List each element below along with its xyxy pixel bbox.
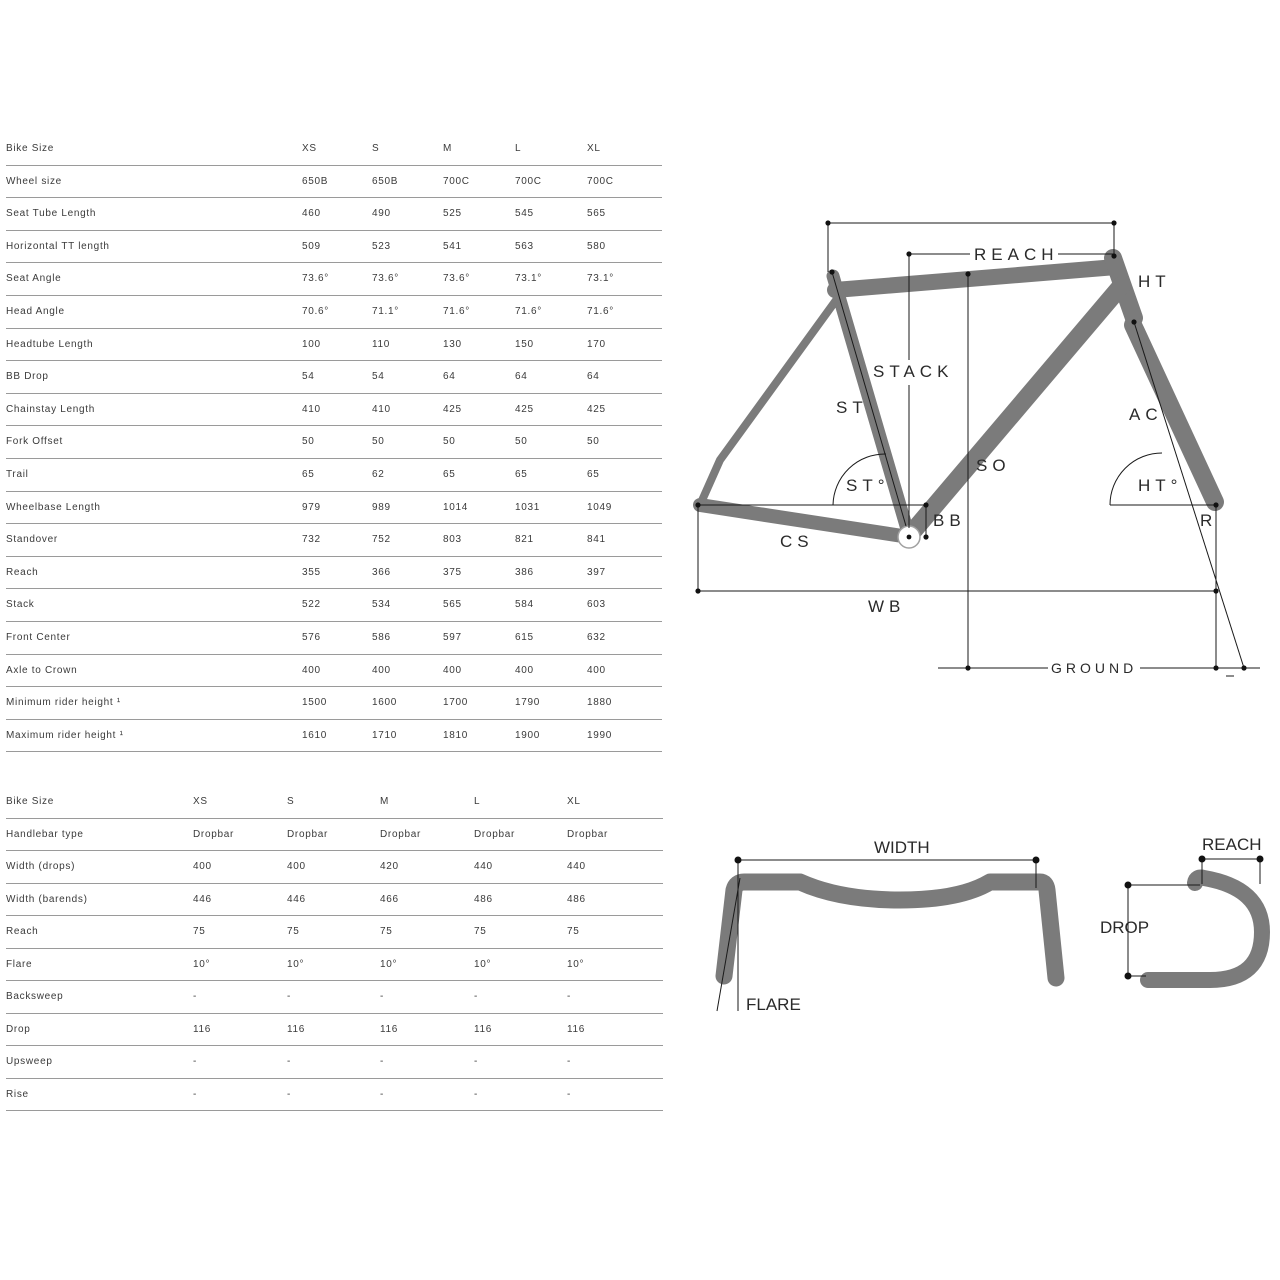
value-cell: 565 — [443, 599, 462, 611]
value-cell: 509 — [302, 240, 321, 252]
value-cell: 75 — [474, 926, 487, 937]
value-cell: 700C — [443, 175, 470, 187]
value-cell: 486 — [567, 893, 586, 905]
value-cell: - — [380, 1088, 385, 1100]
value-cell: 650B — [372, 175, 399, 187]
value-cell: 10° — [474, 958, 492, 970]
row-label: Front Center — [6, 631, 71, 643]
value-cell: 65 — [587, 468, 600, 480]
row-label: Upsweep — [6, 1056, 53, 1067]
value-cell: 400 — [515, 664, 534, 676]
size-header-cell: L — [515, 143, 522, 154]
size-header-cell: XS — [193, 796, 208, 807]
value-cell: 1700 — [443, 697, 469, 709]
row-label: Minimum rider height ¹ — [6, 697, 121, 709]
value-cell: 75 — [380, 926, 393, 937]
value-cell: 100 — [302, 338, 321, 350]
value-cell: 1710 — [372, 729, 398, 741]
value-cell: 440 — [474, 861, 493, 872]
value-cell: 586 — [372, 631, 391, 643]
value-cell: 597 — [443, 631, 462, 643]
bar-reach-label: REACH — [1202, 835, 1262, 854]
value-cell: 650B — [302, 175, 329, 187]
value-cell: - — [567, 1056, 572, 1067]
value-cell: 54 — [302, 371, 315, 383]
value-cell: 1990 — [587, 729, 613, 741]
value-cell: - — [474, 991, 479, 1002]
value-cell: 1500 — [302, 697, 328, 709]
value-cell: 64 — [587, 371, 600, 383]
row-label: Fork Offset — [6, 436, 63, 448]
row-label: Backsweep — [6, 991, 64, 1002]
value-cell: 110 — [372, 338, 391, 350]
value-cell: 523 — [372, 240, 391, 252]
value-cell: 400 — [372, 664, 391, 676]
value-cell: 580 — [587, 240, 606, 252]
row-label: Handlebar type — [6, 828, 84, 840]
down-tube — [909, 285, 1122, 536]
row-label: Drop — [6, 1023, 31, 1035]
ht-label: HT — [1138, 272, 1171, 291]
value-cell: 50 — [587, 436, 600, 448]
value-cell: 50 — [443, 436, 456, 448]
value-cell: 386 — [515, 566, 534, 578]
row-label: Head Angle — [6, 305, 65, 317]
value-cell: 440 — [567, 861, 586, 872]
value-cell: 75 — [287, 926, 300, 937]
wb-label: WB — [868, 597, 906, 616]
value-cell: 10° — [567, 958, 585, 970]
value-cell: 116 — [474, 1023, 493, 1035]
value-cell: 64 — [515, 371, 528, 383]
value-cell: 50 — [372, 436, 385, 448]
value-cell: 821 — [515, 534, 534, 546]
value-cell: 10° — [380, 958, 398, 970]
row-label: Trail — [6, 468, 29, 480]
size-header-cell: M — [380, 796, 390, 807]
value-cell: - — [193, 1088, 198, 1100]
value-cell: 397 — [587, 566, 606, 578]
value-cell: 10° — [193, 958, 211, 970]
st-angle-label: ST° — [846, 476, 890, 495]
row-label: Width (drops) — [6, 861, 76, 872]
value-cell: 71.6° — [443, 305, 470, 317]
value-cell: 632 — [587, 631, 606, 643]
row-label: Maximum rider height ¹ — [6, 729, 124, 741]
value-cell: 150 — [515, 338, 534, 350]
row-label: Reach — [6, 926, 39, 937]
value-cell: 584 — [515, 599, 534, 611]
value-cell: 576 — [302, 631, 321, 643]
value-cell: 410 — [372, 403, 391, 415]
value-cell: 64 — [443, 371, 456, 383]
value-cell: 1049 — [587, 501, 613, 513]
row-label: Stack — [6, 599, 35, 611]
value-cell: 603 — [587, 599, 606, 611]
drop-label: DROP — [1100, 918, 1150, 937]
value-cell: 366 — [372, 566, 391, 578]
value-cell: 700C — [515, 175, 542, 187]
row-label: Seat Tube Length — [6, 208, 97, 220]
value-cell: 116 — [287, 1023, 306, 1035]
value-cell: - — [380, 991, 385, 1002]
row-label: Seat Angle — [6, 273, 62, 285]
value-cell: - — [287, 991, 292, 1002]
size-header-cell: L — [474, 796, 481, 807]
value-cell: 425 — [443, 403, 462, 415]
value-cell: 446 — [193, 893, 212, 905]
value-cell: 71.6° — [515, 305, 542, 317]
reach-label: REACH — [974, 245, 1059, 264]
cs-label: CS — [780, 532, 814, 551]
handlebar-front-shape — [724, 882, 1056, 978]
flare-label: FLARE — [746, 995, 801, 1014]
bb-label: BB — [933, 511, 966, 530]
value-cell: 400 — [443, 664, 462, 676]
value-cell: 522 — [302, 599, 321, 611]
value-cell: 73.6° — [372, 273, 399, 285]
value-cell: 116 — [380, 1023, 399, 1035]
value-cell: - — [193, 1056, 198, 1067]
value-cell: 65 — [443, 468, 456, 480]
row-label: BB Drop — [6, 371, 49, 383]
row-label: Axle to Crown — [6, 664, 78, 676]
value-cell: 1900 — [515, 729, 541, 741]
value-cell: 420 — [380, 861, 399, 872]
value-cell: Dropbar — [193, 828, 235, 840]
row-label: Headtube Length — [6, 338, 94, 350]
row-label: Rise — [6, 1088, 29, 1100]
value-cell: 700C — [587, 175, 614, 187]
row-label: Horizontal TT length — [6, 240, 110, 252]
value-cell: 400 — [302, 664, 321, 676]
size-header-cell: XL — [567, 796, 581, 807]
value-cell: Dropbar — [287, 828, 329, 840]
width-label: WIDTH — [874, 838, 930, 857]
value-cell: 73.6° — [302, 273, 329, 285]
row-label: Flare — [6, 958, 33, 970]
value-cell: 425 — [587, 403, 606, 415]
value-cell: 1600 — [372, 697, 398, 709]
value-cell: 989 — [372, 501, 391, 513]
value-cell: 460 — [302, 208, 321, 220]
value-cell: 1031 — [515, 501, 541, 513]
header-label: Bike Size — [6, 143, 54, 154]
size-header-cell: M — [443, 143, 453, 154]
value-cell: 425 — [515, 403, 534, 415]
value-cell: 70.6° — [302, 305, 329, 317]
value-cell: 170 — [587, 338, 606, 350]
size-header-cell: S — [287, 796, 295, 807]
value-cell: 50 — [302, 436, 315, 448]
row-label: Reach — [6, 566, 39, 578]
seatstay — [700, 292, 842, 505]
handlebar-side-view — [1100, 835, 1264, 980]
value-cell: 979 — [302, 501, 321, 513]
row-label: Chainstay Length — [6, 403, 96, 415]
r-label: R — [1200, 511, 1218, 530]
value-cell: - — [287, 1056, 292, 1067]
ht-angle-label: HT° — [1138, 476, 1183, 495]
value-cell: 1880 — [587, 697, 613, 709]
value-cell: 525 — [443, 208, 462, 220]
value-cell: 71.6° — [587, 305, 614, 317]
value-cell: 65 — [302, 468, 315, 480]
value-cell: 803 — [443, 534, 462, 546]
value-cell: 1014 — [443, 501, 469, 513]
row-label: Wheel size — [6, 175, 62, 187]
handlebar-front-view — [717, 838, 1056, 1014]
value-cell: 534 — [372, 599, 391, 611]
value-cell: Dropbar — [567, 828, 609, 840]
value-cell: 10° — [287, 958, 305, 970]
value-cell: 130 — [443, 338, 462, 350]
row-label: Standover — [6, 534, 58, 546]
top-tube — [835, 267, 1116, 290]
stack-label: STACK — [873, 362, 954, 381]
value-cell: 116 — [567, 1023, 586, 1035]
value-cell: - — [474, 1056, 479, 1067]
handlebar-side-shape — [1148, 878, 1262, 980]
value-cell: Dropbar — [380, 828, 422, 840]
value-cell: 355 — [302, 566, 321, 578]
value-cell: 486 — [474, 893, 493, 905]
value-cell: 400 — [587, 664, 606, 676]
value-cell: 65 — [515, 468, 528, 480]
value-cell: 400 — [287, 861, 306, 872]
value-cell: 466 — [380, 893, 399, 905]
value-cell: 841 — [587, 534, 606, 546]
value-cell: Dropbar — [474, 828, 516, 840]
value-cell: 446 — [287, 893, 306, 905]
value-cell: 1790 — [515, 697, 541, 709]
row-label: Width (barends) — [6, 893, 88, 905]
header-label: Bike Size — [6, 796, 54, 807]
value-cell: 73.1° — [587, 273, 614, 285]
value-cell: 545 — [515, 208, 534, 220]
value-cell: 400 — [193, 861, 212, 872]
value-cell: - — [474, 1088, 479, 1100]
ground-label: GROUND — [1051, 660, 1138, 676]
value-cell: 375 — [443, 566, 462, 578]
value-cell: - — [567, 991, 572, 1002]
value-cell: 752 — [372, 534, 391, 546]
size-header-cell: XL — [587, 143, 601, 154]
value-cell: 75 — [567, 926, 580, 937]
value-cell: 50 — [515, 436, 528, 448]
value-cell: 54 — [372, 371, 385, 383]
value-cell: - — [193, 991, 198, 1002]
value-cell: - — [287, 1088, 292, 1100]
value-cell: 490 — [372, 208, 391, 220]
row-label: Wheelbase Length — [6, 501, 101, 513]
value-cell: - — [380, 1056, 385, 1067]
value-cell: 410 — [302, 403, 321, 415]
value-cell: 615 — [515, 631, 534, 643]
size-header-cell: S — [372, 143, 380, 154]
ac-label: AC — [1129, 405, 1163, 424]
value-cell: 116 — [193, 1023, 212, 1035]
frame-tubes — [700, 258, 1218, 537]
value-cell: 732 — [302, 534, 321, 546]
size-header-cell: XS — [302, 143, 317, 154]
value-cell: 73.6° — [443, 273, 470, 285]
st-label: ST — [836, 398, 868, 417]
value-cell: 75 — [193, 926, 206, 937]
value-cell: 62 — [372, 468, 385, 480]
value-cell: - — [567, 1088, 572, 1100]
value-cell: 565 — [587, 208, 606, 220]
value-cell: 541 — [443, 240, 462, 252]
value-cell: 1610 — [302, 729, 328, 741]
so-label: SO — [976, 456, 1011, 475]
value-cell: 73.1° — [515, 273, 542, 285]
value-cell: 1810 — [443, 729, 469, 741]
value-cell: 71.1° — [372, 305, 399, 317]
value-cell: 563 — [515, 240, 534, 252]
